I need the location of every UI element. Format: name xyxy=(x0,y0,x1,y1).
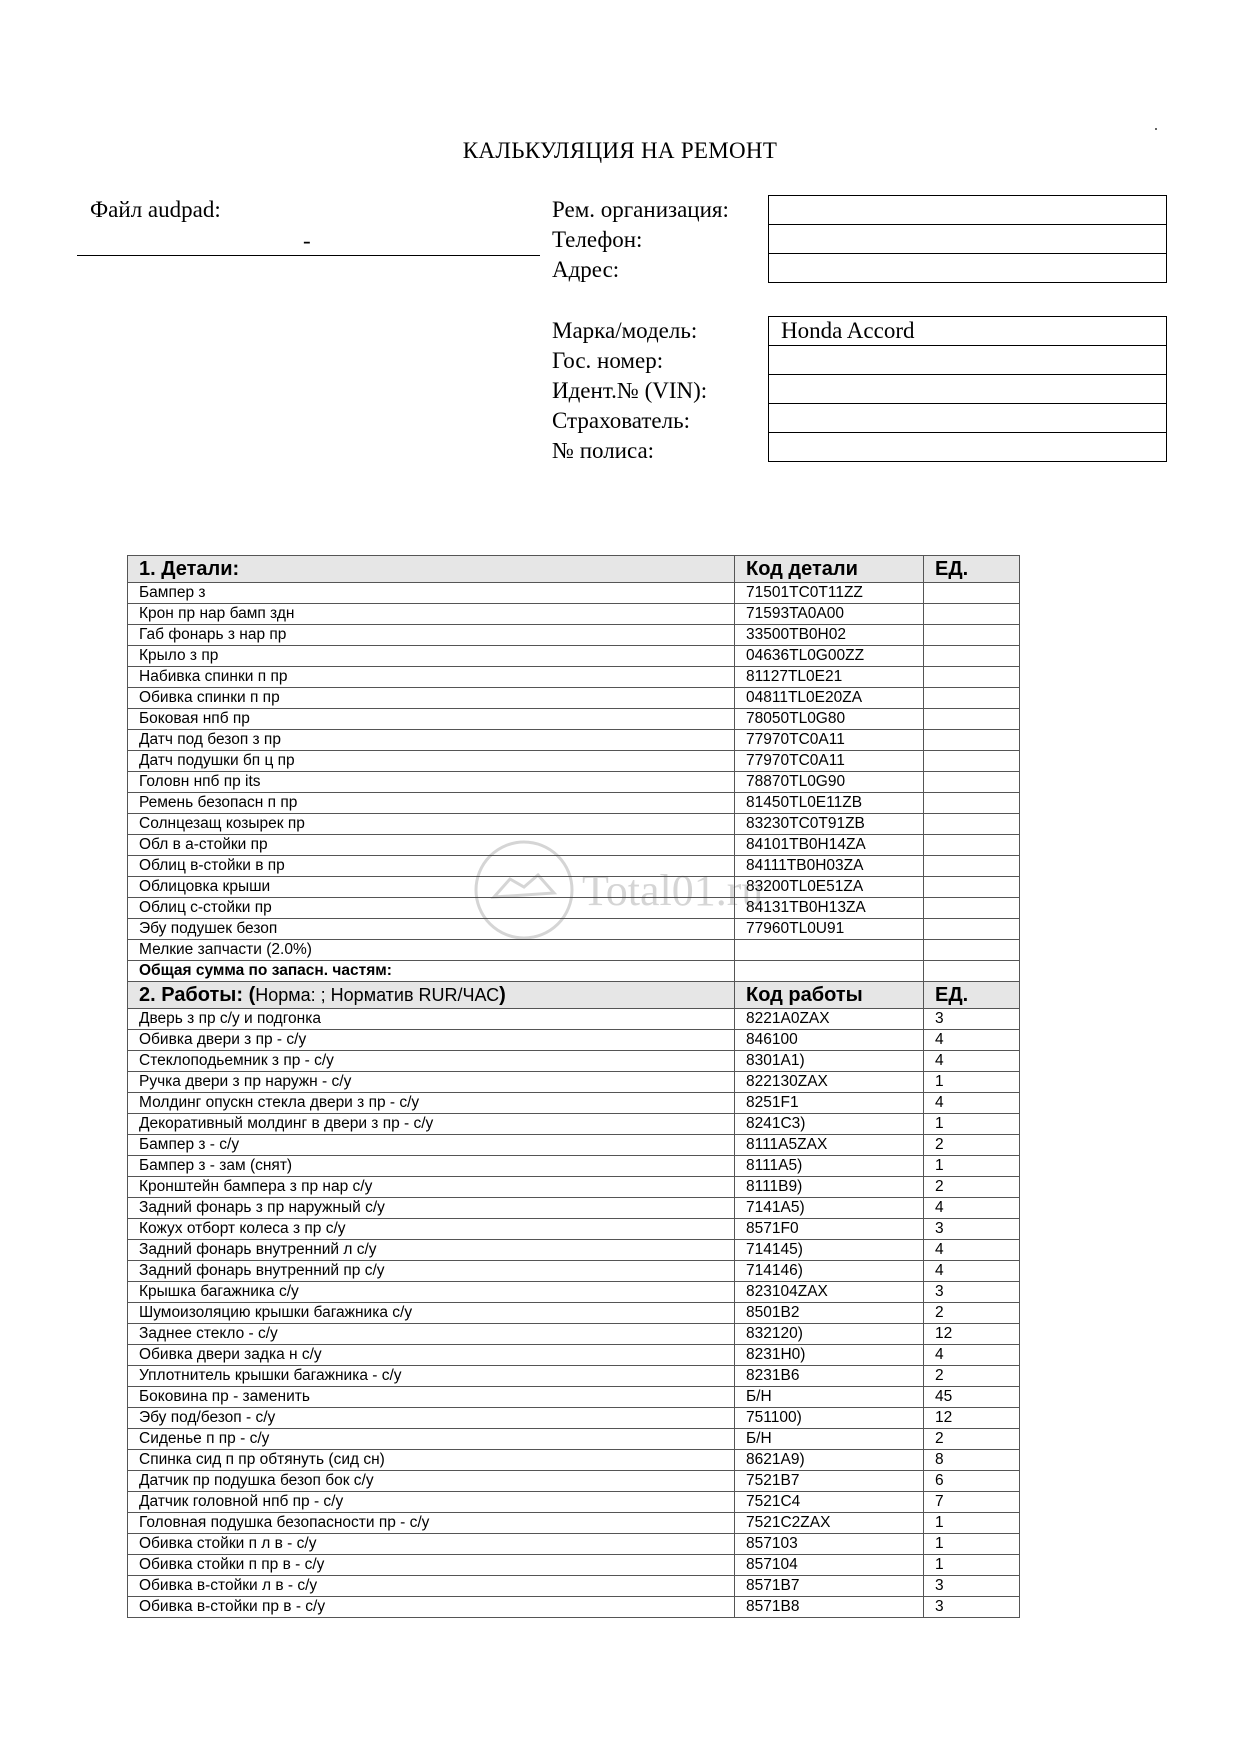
works-code-cell: 8571B8 xyxy=(735,1597,924,1618)
works-row xyxy=(128,1072,1020,1093)
works-name-cell: Датчик пр подушка безоп бок с/у xyxy=(128,1471,735,1492)
works-row xyxy=(128,1492,1020,1513)
parts-row xyxy=(128,898,1020,919)
parts-name-cell: Мелкие запчасти (2.0%) xyxy=(128,940,735,961)
parts-unit-cell xyxy=(924,709,1020,730)
works-code-cell: 8571F0 xyxy=(735,1219,924,1240)
vehicle-label-model: Марка/модель: xyxy=(552,318,698,343)
parts-total-code xyxy=(735,961,924,982)
works-header-unit: ЕД. xyxy=(924,982,1020,1009)
works-code-cell: 714145) xyxy=(735,1240,924,1261)
works-row xyxy=(128,1219,1020,1240)
parts-unit-cell xyxy=(924,814,1020,835)
vehicle-plate-field[interactable] xyxy=(769,346,1167,375)
parts-unit-cell xyxy=(924,772,1020,793)
parts-row xyxy=(128,688,1020,709)
corner-mark xyxy=(1155,128,1157,130)
works-row xyxy=(128,1387,1020,1408)
works-code-cell: 8501B2 xyxy=(735,1303,924,1324)
parts-code-cell: 81450TL0E11ZB xyxy=(735,793,924,814)
works-name-cell: Обивка двери задка н с/у xyxy=(128,1345,735,1366)
calculation-table xyxy=(127,555,1020,1618)
works-name-cell: Молдинг опускн стекла двери з пр - с/у xyxy=(128,1093,735,1114)
parts-unit-cell xyxy=(924,688,1020,709)
works-name-cell: Датчик головной нпб пр - с/у xyxy=(128,1492,735,1513)
watermark-text: Total01.ru xyxy=(582,866,764,915)
works-row xyxy=(128,1471,1020,1492)
vehicle-model-field[interactable]: Honda Accord xyxy=(769,317,1167,346)
works-unit-cell: 2 xyxy=(924,1303,1020,1324)
parts-code-cell: 84111TB0H03ZA xyxy=(735,856,924,877)
parts-header-row xyxy=(128,556,1020,583)
works-code-cell: 7521B7 xyxy=(735,1471,924,1492)
works-row xyxy=(128,1282,1020,1303)
works-row xyxy=(128,1051,1020,1072)
file-dash: - xyxy=(303,228,311,253)
parts-unit-cell xyxy=(924,919,1020,940)
works-code-cell: 7521C4 xyxy=(735,1492,924,1513)
parts-header-code: Код детали xyxy=(735,556,924,583)
works-row xyxy=(128,1009,1020,1030)
works-code-cell: 832120) xyxy=(735,1324,924,1345)
works-row xyxy=(128,1135,1020,1156)
works-name-cell: Бампер з - зам (снят) xyxy=(128,1156,735,1177)
works-header-norm: Норма: ; Норматив RUR/ЧАС xyxy=(255,985,500,1005)
works-name-cell: Заднее стекло - с/у xyxy=(128,1324,735,1345)
works-row xyxy=(128,1093,1020,1114)
parts-unit-cell xyxy=(924,646,1020,667)
works-unit-cell: 4 xyxy=(924,1261,1020,1282)
parts-unit-cell xyxy=(924,898,1020,919)
works-name-cell: Обивка стойки п пр в - с/у xyxy=(128,1555,735,1576)
parts-name-cell: Датч под безоп з пр xyxy=(128,730,735,751)
shop-label-address: Адрес: xyxy=(552,257,620,282)
parts-code-cell: 78870TL0G90 xyxy=(735,772,924,793)
document-title: КАЛЬКУЛЯЦИЯ НА РЕМОНТ xyxy=(462,138,778,163)
works-row xyxy=(128,1366,1020,1387)
works-name-cell: Ручка двери з пр наружн - с/у xyxy=(128,1072,735,1093)
works-unit-cell: 3 xyxy=(924,1009,1020,1030)
works-name-cell: Крышка багажника с/у xyxy=(128,1282,735,1303)
works-unit-cell: 1 xyxy=(924,1513,1020,1534)
works-unit-cell: 4 xyxy=(924,1051,1020,1072)
works-code-cell: 714146) xyxy=(735,1261,924,1282)
works-name-cell: Дверь з пр с/у и подгонка xyxy=(128,1009,735,1030)
works-header-row xyxy=(128,982,1020,1009)
parts-name-cell: Обл в а-стойки пр xyxy=(128,835,735,856)
works-row xyxy=(128,1261,1020,1282)
vehicle-insured-field[interactable] xyxy=(769,404,1167,433)
parts-row xyxy=(128,772,1020,793)
parts-name-cell: Облиц в-стойки в пр xyxy=(128,856,735,877)
works-code-cell: 857104 xyxy=(735,1555,924,1576)
parts-unit-cell xyxy=(924,940,1020,961)
works-name-cell: Боковина пр - заменить xyxy=(128,1387,735,1408)
works-name-cell: Бампер з - с/у xyxy=(128,1135,735,1156)
parts-code-cell: 77960TL0U91 xyxy=(735,919,924,940)
parts-name-cell: Крыло з пр xyxy=(128,646,735,667)
works-name-cell: Декоративный молдинг в двери з пр - с/у xyxy=(128,1114,735,1135)
parts-unit-cell xyxy=(924,604,1020,625)
parts-code-cell xyxy=(735,940,924,961)
shop-phone-field[interactable] xyxy=(769,225,1167,254)
parts-row xyxy=(128,604,1020,625)
works-name-cell: Уплотнитель крышки багажника - с/у xyxy=(128,1366,735,1387)
works-unit-cell: 4 xyxy=(924,1198,1020,1219)
works-code-cell: 857103 xyxy=(735,1534,924,1555)
works-unit-cell: 1 xyxy=(924,1534,1020,1555)
works-name-cell: Обивка двери з пр - с/у xyxy=(128,1030,735,1051)
parts-unit-cell xyxy=(924,625,1020,646)
works-unit-cell: 2 xyxy=(924,1177,1020,1198)
works-unit-cell: 4 xyxy=(924,1030,1020,1051)
parts-name-cell: Боковая нпб пр xyxy=(128,709,735,730)
works-row xyxy=(128,1534,1020,1555)
parts-header-name: 1. Детали: xyxy=(128,556,735,583)
parts-code-cell: 83200TL0E51ZA xyxy=(735,877,924,898)
parts-row xyxy=(128,709,1020,730)
parts-name-cell: Крон пр нар бамп здн xyxy=(128,604,735,625)
parts-total-row xyxy=(128,961,1020,982)
parts-row xyxy=(128,751,1020,772)
shop-address-field[interactable] xyxy=(769,254,1167,283)
works-code-cell: 822130ZAX xyxy=(735,1072,924,1093)
works-code-cell: 8241C3) xyxy=(735,1114,924,1135)
works-unit-cell: 2 xyxy=(924,1135,1020,1156)
parts-unit-cell xyxy=(924,793,1020,814)
works-name-cell: Задний фонарь з пр наружный с/у xyxy=(128,1198,735,1219)
parts-name-cell: Набивка спинки п пр xyxy=(128,667,735,688)
parts-code-cell: 78050TL0G80 xyxy=(735,709,924,730)
works-row xyxy=(128,1198,1020,1219)
shop-labels xyxy=(552,195,729,285)
parts-code-cell: 84131TB0H13ZA xyxy=(735,898,924,919)
works-unit-cell: 45 xyxy=(924,1387,1020,1408)
parts-name-cell: Габ фонарь з нар пр xyxy=(128,625,735,646)
works-unit-cell: 2 xyxy=(924,1366,1020,1387)
shop-org-field[interactable] xyxy=(769,196,1167,225)
parts-name-cell: Облицовка крыши xyxy=(128,877,735,898)
works-code-cell: 8111A5) xyxy=(735,1156,924,1177)
works-name-cell: Стеклоподьемник з пр - с/у xyxy=(128,1051,735,1072)
works-name-cell: Спинка сид п пр обтянуть (сид сн) xyxy=(128,1450,735,1471)
works-row xyxy=(128,1576,1020,1597)
works-unit-cell: 1 xyxy=(924,1072,1020,1093)
parts-row xyxy=(128,877,1020,898)
parts-unit-cell xyxy=(924,751,1020,772)
works-name-cell: Задний фонарь внутренний л с/у xyxy=(128,1240,735,1261)
works-row xyxy=(128,1030,1020,1051)
works-row xyxy=(128,1324,1020,1345)
parts-code-cell: 77970TC0A11 xyxy=(735,730,924,751)
vehicle-vin-field[interactable] xyxy=(769,375,1167,404)
parts-name-cell: Облиц с-стойки пр xyxy=(128,898,735,919)
parts-code-cell: 04636TL0G00ZZ xyxy=(735,646,924,667)
parts-unit-cell xyxy=(924,877,1020,898)
file-label: Файл audpad: xyxy=(90,197,221,222)
parts-total-unit xyxy=(924,961,1020,982)
works-unit-cell: 3 xyxy=(924,1576,1020,1597)
parts-row xyxy=(128,835,1020,856)
parts-name-cell: Эбу подушек безоп xyxy=(128,919,735,940)
works-unit-cell: 3 xyxy=(924,1219,1020,1240)
parts-row xyxy=(128,856,1020,877)
works-row xyxy=(128,1429,1020,1450)
works-code-cell: 8231B6 xyxy=(735,1366,924,1387)
parts-row xyxy=(128,814,1020,835)
shop-fields xyxy=(768,195,1167,283)
parts-row xyxy=(128,730,1020,751)
parts-code-cell: 04811TL0E20ZA xyxy=(735,688,924,709)
vehicle-label-plate: Гос. номер: xyxy=(552,348,664,373)
vehicle-policy-field[interactable] xyxy=(769,433,1167,462)
parts-row xyxy=(128,583,1020,604)
works-code-cell: 8621A9) xyxy=(735,1450,924,1471)
works-code-cell: 8221A0ZAX xyxy=(735,1009,924,1030)
works-code-cell: 823104ZAX xyxy=(735,1282,924,1303)
parts-code-cell: 71593TA0A00 xyxy=(735,604,924,625)
parts-row xyxy=(128,625,1020,646)
parts-unit-cell xyxy=(924,730,1020,751)
parts-header-unit: ЕД. xyxy=(924,556,1020,583)
shop-label-org: Рем. организация: xyxy=(552,197,729,222)
works-code-cell: Б/Н xyxy=(735,1429,924,1450)
works-unit-cell: 1 xyxy=(924,1114,1020,1135)
parts-row xyxy=(128,667,1020,688)
works-name-cell: Шумоизоляцию крышки багажника с/у xyxy=(128,1303,735,1324)
parts-code-cell: 84101TB0H14ZA xyxy=(735,835,924,856)
works-code-cell: 7521C2ZAX xyxy=(735,1513,924,1534)
file-underline xyxy=(77,255,540,256)
parts-code-cell: 71501TC0T11ZZ xyxy=(735,583,924,604)
works-header-code: Код работы xyxy=(735,982,924,1009)
works-unit-cell: 4 xyxy=(924,1093,1020,1114)
works-unit-cell: 2 xyxy=(924,1429,1020,1450)
works-name-cell: Обивка в-стойки пр в - с/у xyxy=(128,1597,735,1618)
vehicle-label-insured: Страхователь: xyxy=(552,408,690,433)
works-row xyxy=(128,1156,1020,1177)
parts-row xyxy=(128,940,1020,961)
parts-row xyxy=(128,793,1020,814)
works-row xyxy=(128,1177,1020,1198)
works-code-cell: 8111A5ZAX xyxy=(735,1135,924,1156)
vehicle-fields xyxy=(768,316,1167,462)
works-code-cell: 7141A5) xyxy=(735,1198,924,1219)
works-code-cell: 751100) xyxy=(735,1408,924,1429)
works-name-cell: Головная подушка безопасности пр - с/у xyxy=(128,1513,735,1534)
works-unit-cell: 1 xyxy=(924,1156,1020,1177)
works-code-cell: 8231H0) xyxy=(735,1345,924,1366)
works-row xyxy=(128,1114,1020,1135)
works-name-cell: Задний фонарь внутренний пр с/у xyxy=(128,1261,735,1282)
parts-code-cell: 83230TC0T91ZB xyxy=(735,814,924,835)
works-name-cell: Обивка в-стойки л в - с/у xyxy=(128,1576,735,1597)
vehicle-labels xyxy=(552,316,707,466)
works-code-cell: 8251F1 xyxy=(735,1093,924,1114)
works-name-cell: Кронштейн бампера з пр нар с/у xyxy=(128,1177,735,1198)
parts-name-cell: Обивка спинки п пр xyxy=(128,688,735,709)
vehicle-label-policy: № полиса: xyxy=(552,438,655,463)
works-unit-cell: 4 xyxy=(924,1345,1020,1366)
shop-label-phone: Телефон: xyxy=(552,227,643,252)
works-row xyxy=(128,1240,1020,1261)
parts-unit-cell xyxy=(924,667,1020,688)
works-header-title: 2. Работы: ( xyxy=(139,984,256,1006)
parts-name-cell: Головн нпб пр its xyxy=(128,772,735,793)
works-unit-cell: 3 xyxy=(924,1282,1020,1303)
parts-unit-cell xyxy=(924,583,1020,604)
works-row xyxy=(128,1450,1020,1471)
works-row xyxy=(128,1345,1020,1366)
parts-unit-cell xyxy=(924,835,1020,856)
works-row xyxy=(128,1513,1020,1534)
vehicle-label-vin: Идент.№ (VIN): xyxy=(552,378,708,403)
works-row xyxy=(128,1597,1020,1618)
works-unit-cell: 4 xyxy=(924,1240,1020,1261)
works-code-cell: 8301A1) xyxy=(735,1051,924,1072)
works-row xyxy=(128,1303,1020,1324)
works-header-close: ) xyxy=(499,984,506,1006)
works-unit-cell: 3 xyxy=(924,1597,1020,1618)
parts-name-cell: Датч подушки бп ц пр xyxy=(128,751,735,772)
works-name-cell: Кожух отборт колеса з пр с/у xyxy=(128,1219,735,1240)
parts-name-cell: Солнцезащ козырек пр xyxy=(128,814,735,835)
parts-code-cell: 33500TB0H02 xyxy=(735,625,924,646)
works-name-cell: Сиденье п пр - с/у xyxy=(128,1429,735,1450)
works-unit-cell: 8 xyxy=(924,1450,1020,1471)
works-code-cell: Б/Н xyxy=(735,1387,924,1408)
works-unit-cell: 12 xyxy=(924,1408,1020,1429)
parts-code-cell: 81127TL0E21 xyxy=(735,667,924,688)
works-header-name xyxy=(128,982,735,1009)
works-code-cell: 846100 xyxy=(735,1030,924,1051)
works-unit-cell: 6 xyxy=(924,1471,1020,1492)
works-code-cell: 8571B7 xyxy=(735,1576,924,1597)
works-name-cell: Обивка стойки п л в - с/у xyxy=(128,1534,735,1555)
works-unit-cell: 1 xyxy=(924,1555,1020,1576)
works-unit-cell: 12 xyxy=(924,1324,1020,1345)
parts-name-cell: Ремень безопасн п пр xyxy=(128,793,735,814)
parts-row xyxy=(128,646,1020,667)
parts-code-cell: 77970TC0A11 xyxy=(735,751,924,772)
parts-row xyxy=(128,919,1020,940)
works-code-cell: 8111B9) xyxy=(735,1177,924,1198)
parts-unit-cell xyxy=(924,856,1020,877)
works-unit-cell: 7 xyxy=(924,1492,1020,1513)
parts-total-label: Общая сумма по запасн. частям: xyxy=(128,961,735,982)
works-name-cell: Эбу под/безоп - с/у xyxy=(128,1408,735,1429)
works-row xyxy=(128,1555,1020,1576)
parts-name-cell: Бампер з xyxy=(128,583,735,604)
works-row xyxy=(128,1408,1020,1429)
